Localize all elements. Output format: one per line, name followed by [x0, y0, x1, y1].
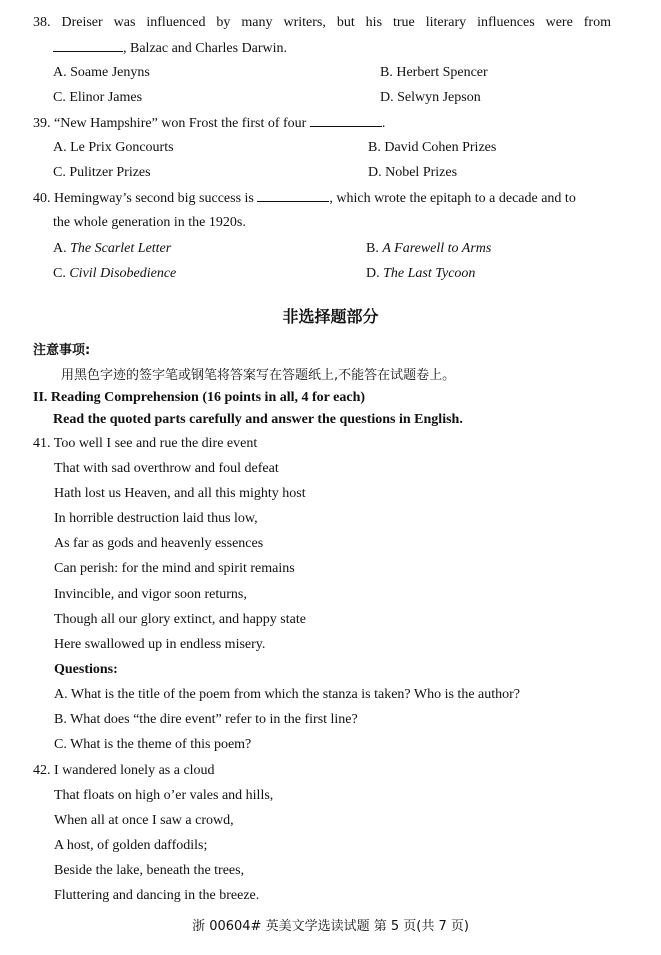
q41-line-5: As far as gods and heavenly essences [54, 536, 264, 551]
q42-line-1: 42. I wandered lonely as a cloud [33, 763, 215, 778]
q42-line-6: Fluttering and dancing in the breeze. [54, 888, 260, 903]
q41-line-2: That with sad overthrow and foul defeat [54, 461, 279, 476]
notice-title: 注意事项: [33, 343, 91, 358]
q41-question-c: C. What is the theme of this poem? [54, 737, 252, 752]
q41-line-3: Hath lost us Heaven, and all this mighty host [54, 486, 306, 501]
q41-line-6: Can perish: for the mind and spirit remains [54, 561, 295, 576]
q39-option-d: D. Nobel Prizes [368, 165, 458, 180]
q38-stem-line2 [53, 39, 287, 58]
q38-option-b: B. Herbert Spencer [380, 65, 488, 80]
q41-line-8: Though all our glory extinct, and happy state [54, 612, 306, 627]
q41-line-9: Here swallowed up in endless misery. [54, 637, 266, 652]
q38-blank [53, 39, 123, 52]
q38-stem-line1: 38. Dreiser was influenced by many writers, but his true literary influences were from [33, 15, 611, 30]
q40-option-b-title: A Farewell to Arms [382, 241, 492, 256]
q42-line-2: That floats on high o’er vales and hills, [54, 788, 274, 803]
q40-option-b-letter: B. [366, 241, 379, 256]
q40-blank [257, 189, 329, 202]
q40-option-d-letter: D. [366, 266, 380, 281]
q40-stem-suffix: , which wrote the epitaph to a decade and to [329, 191, 576, 206]
q38-option-c: C. Elinor James [53, 90, 143, 105]
q39-stem-suffix: . [381, 116, 386, 131]
q40-option-d-title: The Last Tycoon [383, 266, 476, 281]
q40-option-c [53, 265, 176, 283]
section-heading: 非选择题部分 [282, 307, 379, 326]
page-footer: 浙 00604# 英美文学选读试题 第 5 页(共 7 页) [192, 919, 469, 934]
q39-stem-prefix: 39. “New Hampshire” won Frost the first of four [33, 116, 307, 131]
notice-text: 用黑色字迹的签字笔或钢笔将答案写在答题纸上,不能答在试题卷上。 [61, 368, 456, 383]
q41-questions-label: Questions: [54, 662, 118, 677]
q39-stem [33, 114, 385, 133]
q39-option-b: B. David Cohen Prizes [368, 140, 497, 155]
q40-stem-line2: the whole generation in the 1920s. [53, 215, 246, 230]
q40-option-c-letter: C. [53, 266, 66, 281]
q40-stem-prefix: 40. Hemingway’s second big success is [33, 191, 254, 206]
q41-line-7: Invincible, and vigor soon returns, [54, 587, 247, 602]
q42-line-4: A host, of golden daffodils; [54, 838, 208, 853]
q39-option-a: A. Le Prix Goncourts [53, 140, 174, 155]
q38-option-a: A. Soame Jenyns [53, 65, 150, 80]
q40-option-a [53, 240, 171, 258]
q40-option-d [366, 265, 475, 283]
q39-option-c: C. Pulitzer Prizes [53, 165, 151, 180]
part2-title: II. Reading Comprehension (16 points in all, 4 for each) [33, 390, 366, 405]
q40-option-a-letter: A. [53, 241, 67, 256]
q38-option-d: D. Selwyn Jepson [380, 90, 481, 105]
q41-line-1: 41. Too well I see and rue the dire event [33, 436, 258, 451]
q40-option-a-title: The Scarlet Letter [70, 241, 172, 256]
q40-option-b [366, 240, 491, 258]
part2-instruction: Read the quoted parts carefully and answer the questions in English. [53, 412, 463, 427]
q41-question-b: B. What does “the dire event” refer to in the first line? [54, 712, 358, 727]
q40-option-c-title: Civil Disobedience [69, 266, 177, 281]
q40-stem-line1 [33, 189, 576, 208]
q41-question-a: A. What is the title of the poem from which the stanza is taken? Who is the author? [54, 687, 521, 702]
q42-line-5: Beside the lake, beneath the trees, [54, 863, 245, 878]
q41-line-4: In horrible destruction laid thus low, [54, 511, 258, 526]
q42-line-3: When all at once I saw a crowd, [54, 813, 234, 828]
q38-stem-suffix: , Balzac and Charles Darwin. [123, 41, 288, 56]
q39-blank [310, 114, 382, 127]
